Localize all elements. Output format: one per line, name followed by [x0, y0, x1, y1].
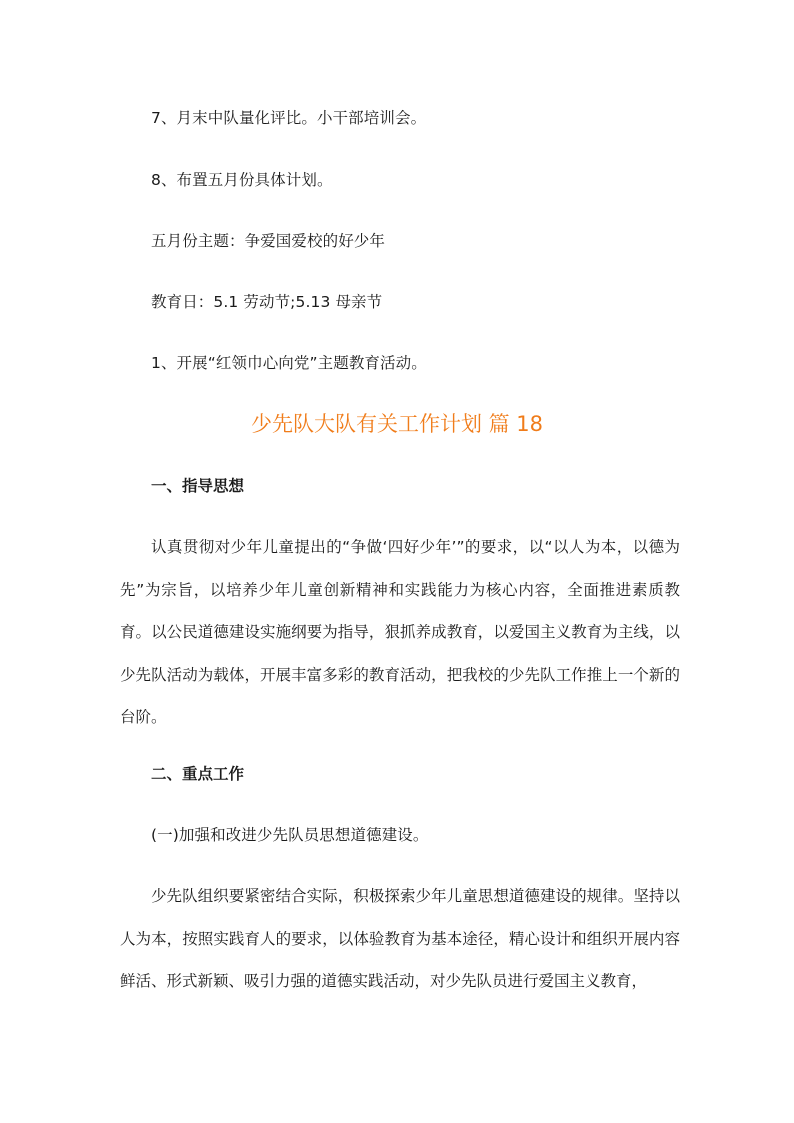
education-days-line: 教育日：5.1 劳动节;5.13 母亲节 — [151, 293, 383, 311]
heading-key-work: 二、重点工作 — [151, 765, 245, 783]
list-item: 7、月末中队量化评比。小干部培训会。 — [151, 109, 427, 127]
heading-guiding-ideology: 一、指导思想 — [151, 477, 245, 495]
subheading-moral-construction: (一)加强和改进少先队员思想道德建设。 — [151, 826, 429, 844]
list-item: 8、布置五月份具体计划。 — [151, 171, 333, 189]
paragraph-guiding-ideology: 认真贯彻对少年儿童提出的“争做‘四好少年’”的要求，以“以人为本，以德为先”为宗旨，以培养少年儿童创新精神和实践能力为核心内容，全面推进素质教育。以公民道德建设实施纲要为指导，狠抓养成教育，以爱国主义教育为主线，以少先队活动为载体，开展丰富多彩的教育活动，把我校的少先队工作推上一个新的台阶。 — [120, 538, 680, 726]
theme-line: 五月份主题：争爱国爱校的好少年 — [151, 232, 386, 250]
list-item: 1、开展“红领巾心向党”主题教育活动。 — [151, 354, 427, 372]
paragraph-moral-construction: 少先队组织要紧密结合实际，积极探索少年儿童思想道德建设的规律。坚持以人为本，按照实践育人的要求，以体验教育为基本途径，精心设计和组织开展内容鲜活、形式新颖、吸引力强的道德实践活动，对少先队员进行爱国主义教育， — [120, 887, 680, 990]
section-title: 少先队大队有关工作计划 篇 18 — [250, 412, 544, 436]
